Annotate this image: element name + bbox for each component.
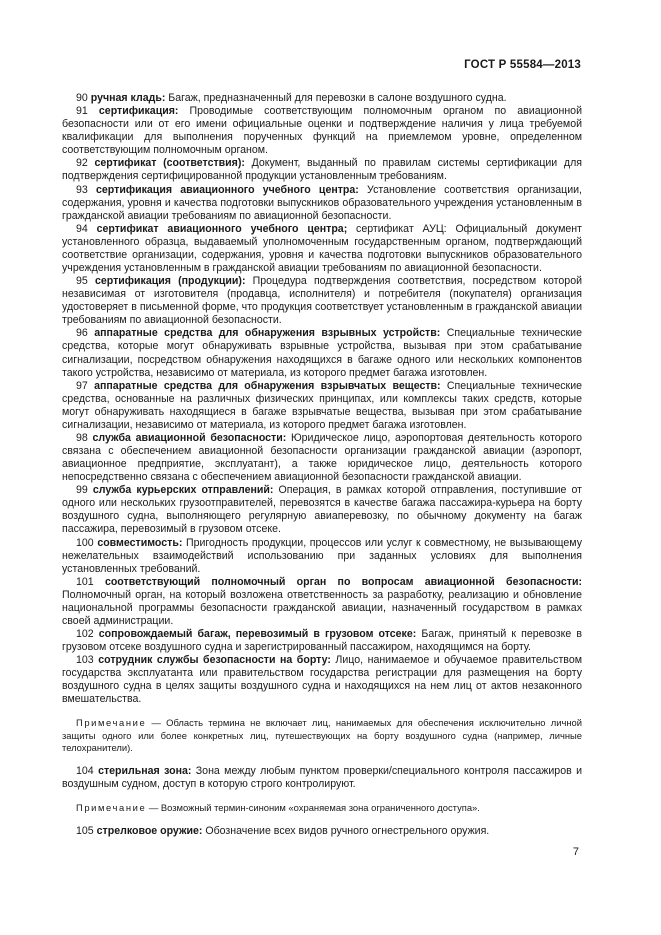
term-entry-99: 99 служба курьерских отправлений: Операция, в рамках которой отправления, поступившие от одного или нескольких грузоотправителей, перевозятся в качестве багажа пассажира-курьера на борту воздушного судна, выполняющего регулярную авиаперевозку, по обычному документу на багаж пассажира, перевозимый в грузовом отсеке. [62, 484, 582, 536]
term-entry-97: 97 аппаратные средства для обнаружения взрывчатых веществ: Специальные технические средства, основанные на различных физических принципах, или комплексы таких средств, которые могут обнаруживать находящиеся в багаже взрывчатые вещества, вызывая при этом срабатывание сигнализации, независимо от материала, из которого предмет багажа изготовлен. [62, 379, 583, 431]
term-entry-105: 105 стрелковое оружие: Обозначение всех видов ручного огнестрельного оружия. [76, 825, 490, 838]
note-103: Примечание — Область термина не включает лиц, нанимаемых для обеспечения исключительно личной защиты одного или более конкретных лиц, путешествующих на борту воздушного судна (например, личные телохранители). [62, 717, 582, 753]
term-entry-91: 91 сертификация: Проводимые соответствующим полномочным органом по авиационной безопасности или от его имени официальные оценки и подтверждение наличия у лица требуемой квалификации для выполнения порученных функций на приемлемом уровне, определенном соответствующим полномочным органом. [62, 105, 582, 157]
terms-list [62, 92, 582, 838]
term-entry-103: 103 сотрудник службы безопасности на борту: Лицо, нанимаемое и обучаемое правительством государства эксплуатанта или правительством государства регистрации для размещения на борту воздушного судна в целях защиты воздушного судна и находящихся на нем лиц от актов незаконного вмешательства. [62, 654, 582, 706]
document-code: ГОСТ Р 55584—2013 [464, 59, 581, 71]
term-entry-101: 101 соответствующий полномочный орган по вопросам авиационной безопасности: Полномочный орган, на который возложена ответственность за разработку, реализацию и обновление национальной программы безопасности гражданской авиации, назначенный государством в рамках своей администрации. [62, 575, 582, 627]
term-entry-90: 90 ручная кладь: Багаж, предназначенный для перевозки в салоне воздушного судна. [76, 92, 507, 104]
term-entry-92: 92 сертификат (соответствия): Документ, выданный по правилам системы сертификации для подтверждения сертифицированной продукции установленным требованиям. [62, 157, 582, 183]
note-104: Примечание — Возможный термин-синоним «охраняемая зона ограниченного доступа». [76, 802, 480, 814]
term-entry-100: 100 совместимость: Пригодность продукции, процессов или услуг к совместному, не вызывающему нежелательных взаимодействий использованию при заданных условиях для выполнения установленных требований. [62, 536, 582, 575]
term-entry-96: 96 аппаратные средства для обнаружения взрывных устройств: Специальные технические средства, которые могут обнаруживать взрывные устройства, вызывая при этом срабатывание сигнализации, посредством обнаружения находящихся в багаже одного или нескольких компонентов такого устройства, независимо от материала, из которого предмет багажа изготовлен. [62, 327, 582, 379]
term-entry-95: 95 сертификация (продукции): Процедура подтверждения соответствия, посредством которой независимая от изготовителя (продавца, исполнителя) и потребителя (покупателя) организация удостоверяет в письменной форме, что продукция соответствует установленным в гражданской авиации требованиям по авиационной безопасности. [62, 275, 582, 327]
term-entry-93: 93 сертификация авиационного учебного центра: Установление соответствия организации, содержания, уровня и качества подготовки выпускников образовательного учреждения установленным в гражданской авиации требованиям по авиационной безопасности. [62, 183, 582, 222]
note-label: Примечание [76, 802, 147, 814]
note-label: Примечание [76, 717, 147, 729]
term-entry-102: 102 сопровождаемый багаж, перевозимый в грузовом отсеке: Багаж, принятый к перевозке в грузовом отсеке воздушного судна и зарегистрированный пассажиром, находящимся на борту. [62, 628, 582, 654]
term-entry-98: 98 служба авиационной безопасности: Юридическое лицо, аэропортовая деятельность которого связана с обеспечением авиационной безопасности организации гражданской авиации (аэропорт, авиационное предприятие, эксплуатант), а также юридическое лицо, деятельность которого непосредственно связана с обеспечением авиационной безопасности гражданской авиации. [62, 431, 582, 484]
page-number: 7 [572, 846, 579, 858]
term-entry-104: 104 стерильная зона: Зона между любым пунктом проверки/специального контроля пассажиров и воздушным судном, доступ в которую строго контролируют. [62, 765, 582, 791]
term-entry-94: 94 сертификат авиационного учебного центра; сертификат АУЦ: Официальный документ установленного образца, выдаваемый уполномоченным государственным органом, подтверждающий соответствие организации, содержания, уровня и качества подготовки выпускников образовательного учреждения установленным в гражданской авиации требованиям по авиационной безопасности. [62, 222, 582, 274]
